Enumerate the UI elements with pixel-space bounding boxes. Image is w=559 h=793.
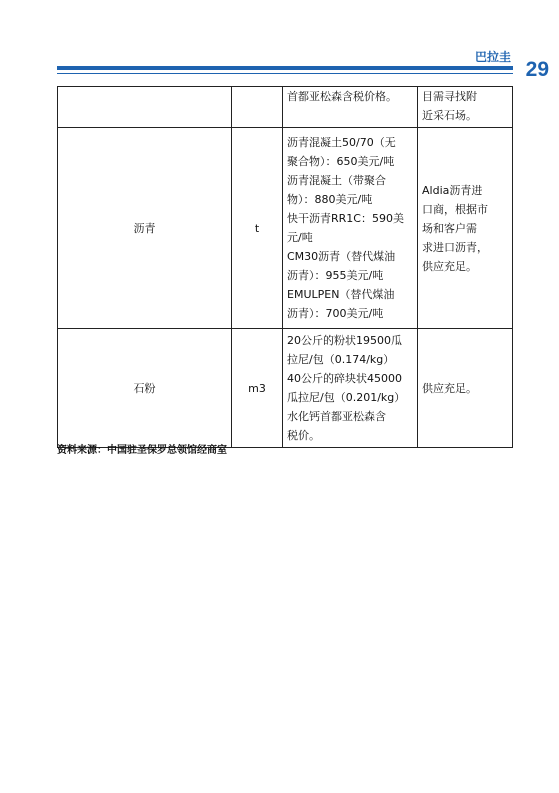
price-line: 物）：880美元/吨 [287, 193, 373, 206]
page-header [0, 48, 559, 84]
materials-price-table [57, 86, 513, 448]
price-line: 沥青）：955美元/吨 [287, 269, 384, 282]
unit-cell: m3 [232, 329, 283, 448]
note-cell [418, 87, 513, 128]
table-row [58, 128, 513, 329]
price-line: 水化钙首都亚松森含 [287, 410, 386, 423]
note-line: 目需寻找附 [422, 90, 477, 103]
material-name-cell: 石粉 [58, 329, 232, 448]
price-cell [283, 329, 418, 448]
price-line: 沥青）：700美元/吨 [287, 307, 384, 320]
price-line: 沥青混凝土（带聚合 [287, 174, 386, 187]
table-row [58, 329, 513, 448]
note-line: 近采石场。 [422, 109, 477, 122]
page-number: 29 [525, 58, 549, 81]
price-line: 元/吨 [287, 231, 313, 244]
price-cell [283, 87, 418, 128]
note-line: 供应充足。 [422, 381, 477, 395]
price-line: 拉尼/包（0.174/kg） [287, 353, 395, 366]
running-header-country: 巴拉圭 [474, 50, 511, 64]
price-line: 20公斤的粉状19500瓜 [287, 334, 402, 347]
price-line: EMULPEN（替代煤油 [287, 288, 395, 301]
note-line: Aldia沥青进 [422, 183, 483, 197]
header-rule [57, 66, 513, 70]
unit-cell [232, 87, 283, 128]
price-line: CM30沥青（替代煤油 [287, 250, 396, 263]
table-row [58, 87, 513, 128]
price-line: 聚合物）：650美元/吨 [287, 155, 395, 168]
material-name-cell [58, 87, 232, 128]
price-line: 首都亚松森含税价格。 [287, 90, 397, 103]
note-cell [418, 329, 513, 448]
source-note: 资料来源：中国驻圣保罗总领馆经商室 [57, 445, 227, 456]
note-line: 口商，根据市 [422, 202, 488, 216]
price-cell [283, 128, 418, 329]
price-line: 沥青混凝土50/70（无 [287, 136, 396, 149]
note-line: 供应充足。 [422, 259, 477, 273]
note-cell [418, 128, 513, 329]
price-line: 40公斤的碎块状45000 [287, 372, 402, 385]
price-line: 税价。 [287, 429, 320, 442]
note-line: 求进口沥青， [422, 240, 488, 254]
price-line: 快干沥青RR1C：590美 [287, 212, 404, 225]
header-rule-thin [57, 73, 513, 74]
note-line: 场和客户需 [422, 221, 477, 235]
material-name-cell: 沥青 [58, 128, 232, 329]
price-line: 瓜拉尼/包（0.201/kg） [287, 391, 406, 404]
unit-cell: t [232, 128, 283, 329]
